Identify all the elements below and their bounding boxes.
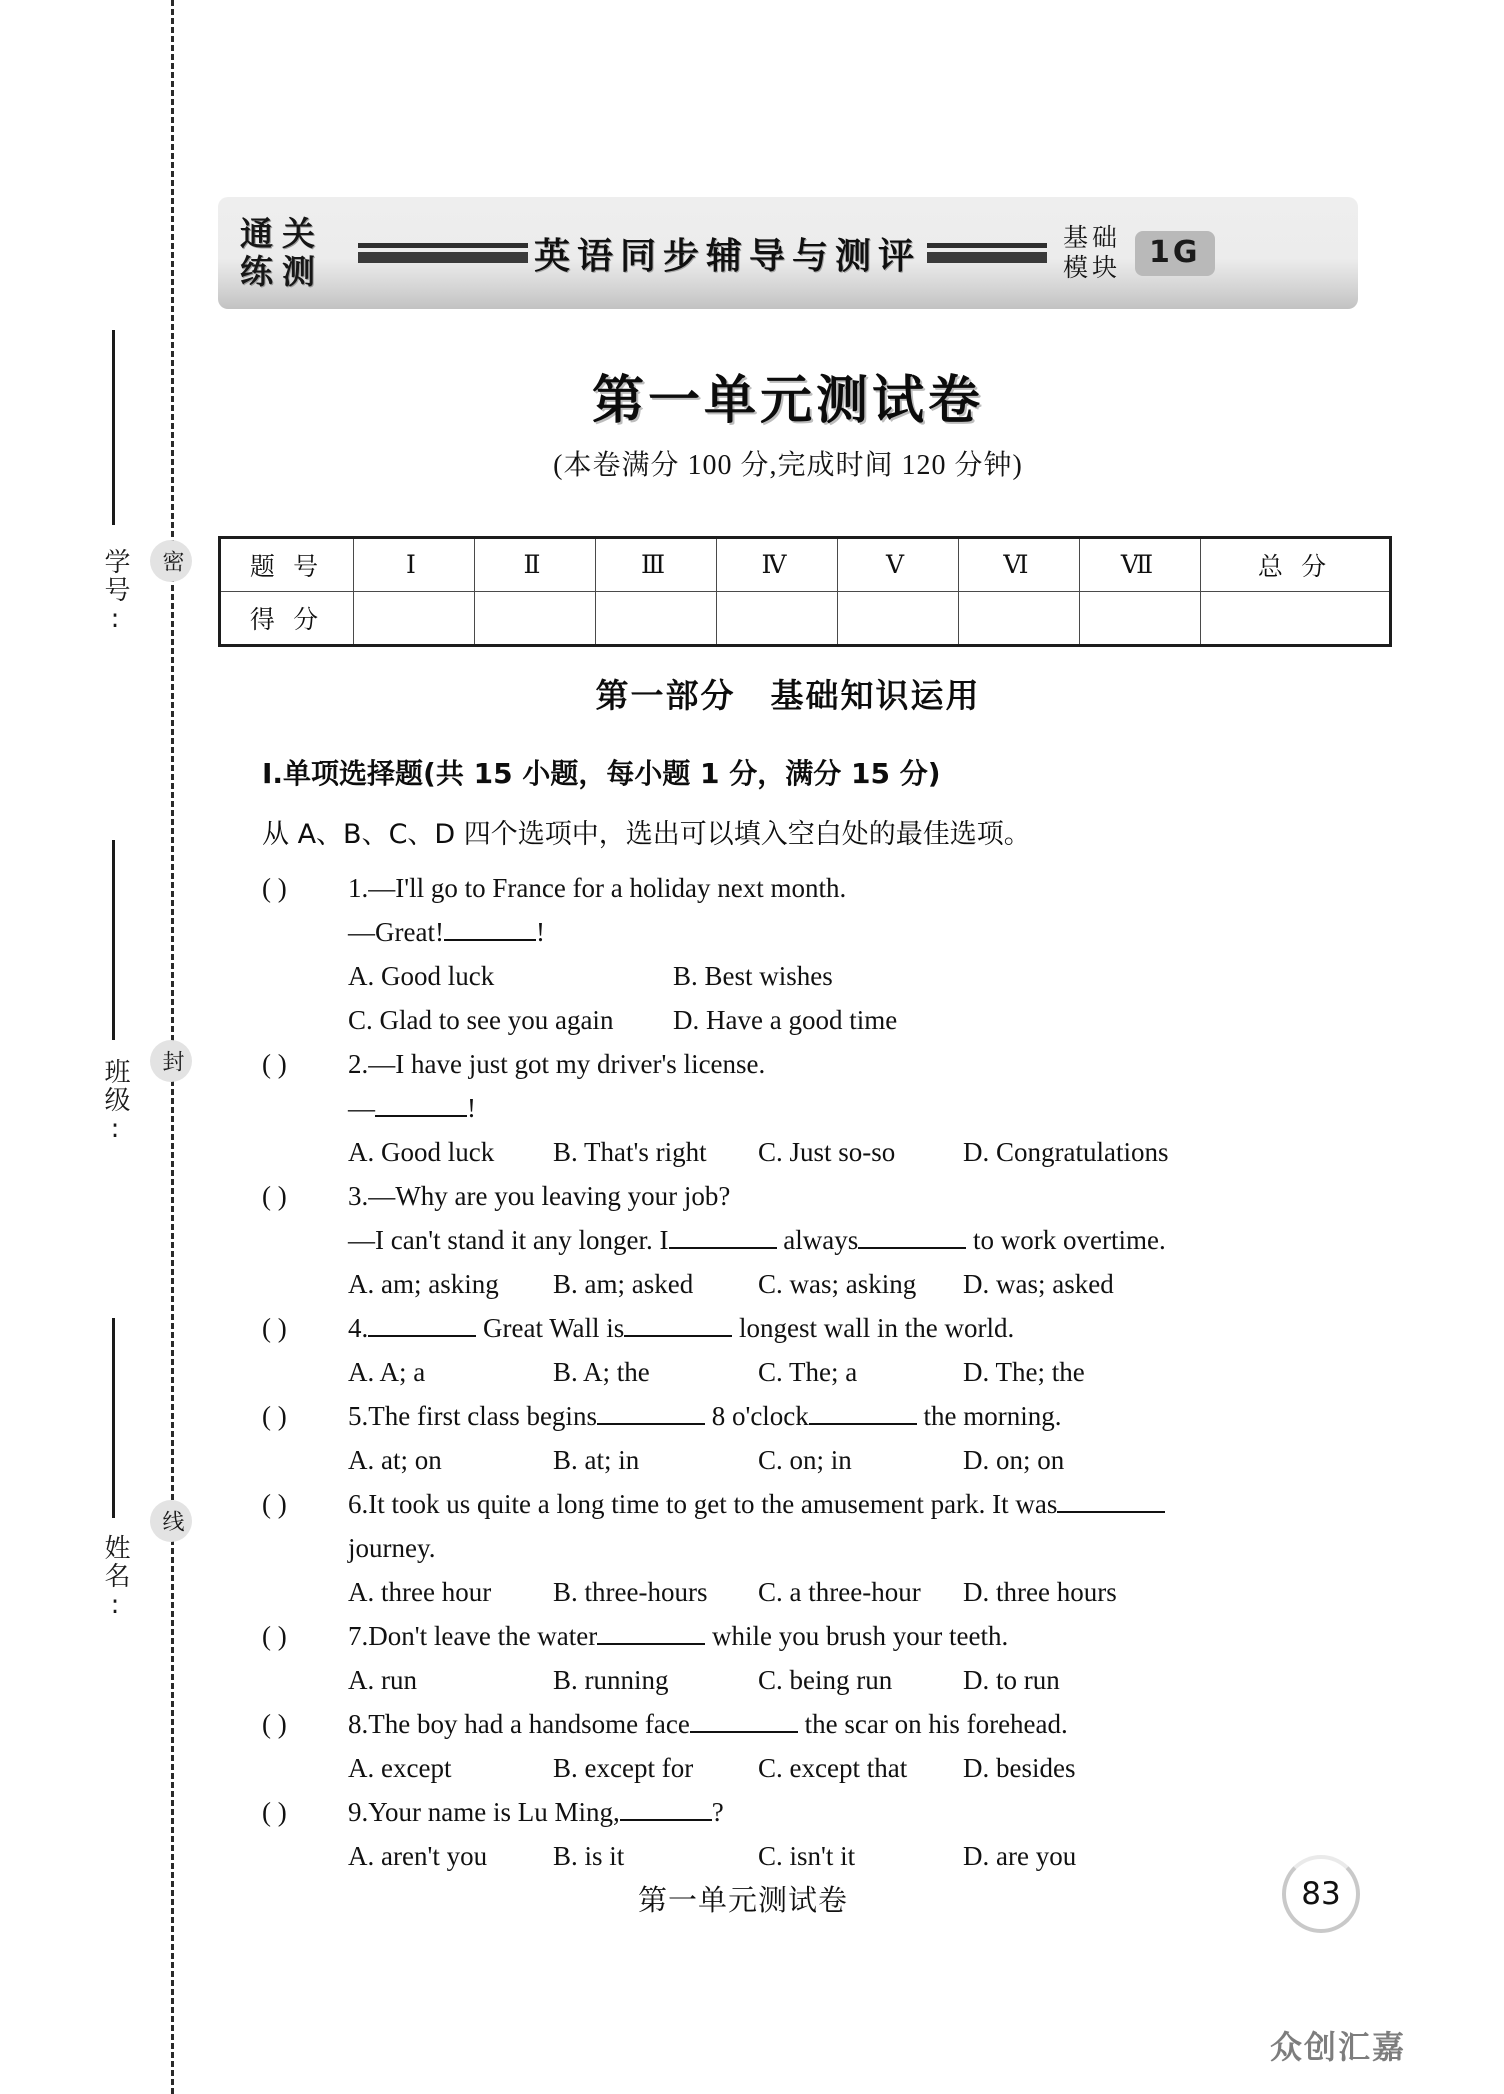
question-6-option-d[interactable]: D. three hours (963, 1577, 1117, 1607)
question-7-option-b[interactable]: B. running (553, 1665, 669, 1695)
question-stem-5-mid: 8 o'clock (711, 1401, 809, 1431)
question-7-option-c[interactable]: C. being run (758, 1665, 893, 1695)
question-3-option-c[interactable]: C. was; asking (758, 1269, 917, 1299)
question-8-option-a[interactable]: A. except (348, 1753, 452, 1783)
question-blank-4b[interactable] (624, 1335, 732, 1337)
score-cell-3[interactable] (596, 592, 717, 646)
question-blank-5b[interactable] (809, 1423, 917, 1425)
question-3-option-d[interactable]: D. was; asked (963, 1269, 1114, 1299)
question-3-option-b[interactable]: B. am; asked (553, 1269, 694, 1299)
question-blank-3b[interactable] (858, 1247, 966, 1249)
score-cell-1[interactable] (354, 592, 475, 646)
answer-bracket-3[interactable]: ( ) (262, 1181, 287, 1211)
question-stem-3-mid: always (783, 1225, 859, 1255)
question-4-option-b[interactable]: B. A; the (553, 1357, 650, 1387)
question-6-option-b[interactable]: B. three-hours (553, 1577, 708, 1607)
question-stem-1: —I'll go to France for a holiday next month. (368, 873, 847, 903)
question-number-6: 6. (348, 1489, 369, 1519)
banner-rule-right (927, 243, 1047, 263)
score-table-row-label-2: 得 分 (220, 592, 354, 646)
question-stem-2-pre: — (348, 1093, 375, 1123)
score-cell-total[interactable] (1201, 592, 1391, 646)
brand-logo-line2: 练测 (240, 252, 324, 291)
question-stem-4-mid: Great Wall is (483, 1313, 625, 1343)
answer-bracket-6[interactable]: ( ) (262, 1489, 287, 1519)
question-3 (262, 1174, 1372, 1306)
question-stem-9-post: ? (711, 1797, 724, 1827)
question-stem-7-post: while you brush your teeth. (712, 1621, 1009, 1651)
question-stem-3: —Why are you leaving your job? (368, 1181, 731, 1211)
answer-bracket-2[interactable]: ( ) (262, 1049, 287, 1079)
question-number-4: 4. (348, 1313, 369, 1343)
question-2-option-b[interactable]: B. That's right (553, 1137, 707, 1167)
margin-rule-1 (112, 330, 115, 525)
score-table-col-3: Ⅲ (596, 538, 717, 592)
footer-title: 第一单元测试卷 (638, 1883, 849, 1917)
question-6-option-a[interactable]: A. three hour (348, 1577, 492, 1607)
question-blank-5a[interactable] (597, 1423, 705, 1425)
question-list (262, 866, 1372, 1878)
question-6-option-c[interactable]: C. a three-hour (758, 1577, 921, 1607)
score-cell-2[interactable] (475, 592, 596, 646)
question-number-2: 2. (348, 1049, 369, 1079)
question-7-option-d[interactable]: D. to run (963, 1665, 1060, 1695)
watermark: 众创汇嘉 (1270, 2028, 1407, 2066)
question-1-option-b[interactable]: B. Best wishes (673, 961, 833, 991)
score-table-col-2: Ⅱ (475, 538, 596, 592)
score-cell-6[interactable] (959, 592, 1080, 646)
question-stem-8-post: the scar on his forehead. (804, 1709, 1068, 1739)
directions-text: 从 A、B、C、D 四个选项中，选出可以填入空白处的最佳选项。 (262, 819, 1031, 850)
score-cell-5[interactable] (838, 592, 959, 646)
question-number-9: 9. (348, 1797, 369, 1827)
page-subtitle: (本卷满分 100 分,完成时间 120 分钟) (553, 450, 1023, 481)
question-7 (262, 1614, 1372, 1702)
question-number-8: 8. (348, 1709, 369, 1739)
question-2-option-a[interactable]: A. Good luck (348, 1137, 495, 1167)
margin-label-class: 班级: (100, 1058, 130, 1146)
margin-rule-3 (112, 1318, 115, 1518)
banner-badge: 1G (1135, 231, 1215, 276)
question-stem-3-pre: —I can't stand it any longer. I (348, 1225, 669, 1255)
question-4-option-a[interactable]: A. A; a (348, 1357, 426, 1387)
question-blank-9[interactable] (620, 1819, 712, 1821)
question-stem-2-post: ! (467, 1093, 476, 1123)
question-number-5: 5. (348, 1401, 369, 1431)
answer-bracket-7[interactable]: ( ) (262, 1621, 287, 1651)
question-4-option-d[interactable]: D. The; the (963, 1357, 1085, 1387)
question-9-option-a[interactable]: A. aren't you (348, 1841, 488, 1871)
question-5-option-d[interactable]: D. on; on (963, 1445, 1065, 1475)
question-stem-1-pre: —Great! (348, 917, 444, 947)
banner-module (1063, 223, 1121, 283)
question-blank-7[interactable] (597, 1643, 705, 1645)
question-8-option-d[interactable]: D. besides (963, 1753, 1076, 1783)
question-number-3: 3. (348, 1181, 369, 1211)
question-9-option-b[interactable]: B. is it (553, 1841, 625, 1871)
answer-bracket-9[interactable]: ( ) (262, 1797, 287, 1827)
question-number-1: 1. (348, 873, 369, 903)
question-5 (262, 1394, 1372, 1482)
answer-bracket-1[interactable]: ( ) (262, 873, 287, 903)
question-5-option-b[interactable]: B. at; in (553, 1445, 640, 1475)
question-5-option-a[interactable]: A. at; on (348, 1445, 442, 1475)
answer-bracket-4[interactable]: ( ) (262, 1313, 287, 1343)
page-number: 83 (1282, 1855, 1360, 1933)
question-stem-3-post: to work overtime. (973, 1225, 1166, 1255)
question-8 (262, 1702, 1372, 1790)
question-blank-8[interactable] (690, 1731, 798, 1733)
section-heading: Ⅰ.单项选择题(共 15 小题，每小题 1 分，满分 15 分) (262, 757, 941, 790)
brand-logo-line1: 通关 (240, 214, 324, 253)
question-2-option-d[interactable]: D. Congratulations (963, 1137, 1169, 1167)
answer-bracket-5[interactable]: ( ) (262, 1401, 287, 1431)
score-table-col-4: Ⅳ (717, 538, 838, 592)
question-stem-5-pre: The first class begins (368, 1401, 597, 1431)
question-stem-8-pre: The boy had a handsome face (368, 1709, 690, 1739)
question-stem-5-post: the morning. (923, 1401, 1062, 1431)
question-5-option-c[interactable]: C. on; in (758, 1445, 852, 1475)
margin-label-student-id: 学号: (100, 548, 130, 636)
question-1 (262, 866, 1372, 1042)
question-2 (262, 1042, 1372, 1174)
score-cell-7[interactable] (1080, 592, 1201, 646)
question-number-7: 7. (348, 1621, 369, 1651)
question-4 (262, 1306, 1372, 1394)
question-stem-6-cont-wrap (262, 1526, 1372, 1570)
page-title: 第一单元测试卷 (591, 371, 984, 431)
question-stem-9-pre: Your name is Lu Ming, (368, 1797, 620, 1827)
margin-rule-2 (112, 840, 115, 1040)
question-7-option-a[interactable]: A. run (348, 1665, 417, 1695)
header-banner (218, 197, 1358, 309)
banner-module-line1: 基础 (1063, 223, 1122, 252)
score-table-row-label-1: 题 号 (220, 538, 354, 592)
question-stem-1-post: ! (535, 917, 545, 947)
banner-title: 英语同步辅导与测评 (534, 235, 922, 277)
score-table (218, 536, 1392, 647)
question-2-option-c[interactable]: C. Just so-so (758, 1137, 896, 1167)
brand-logo (240, 215, 352, 291)
banner-rule-left (358, 243, 528, 263)
table-row-scores (220, 592, 1391, 646)
score-table-col-5: Ⅴ (838, 538, 959, 592)
question-9-option-d[interactable]: D. are you (963, 1841, 1077, 1871)
margin-label-name: 姓名: (100, 1534, 130, 1622)
question-blank-2[interactable] (375, 1115, 467, 1117)
question-9-option-c[interactable]: C. isn't it (758, 1841, 856, 1871)
question-blank-6[interactable] (1057, 1511, 1165, 1513)
question-stem-2: —I have just got my driver's license. (368, 1049, 766, 1079)
score-table-col-7: Ⅶ (1080, 538, 1201, 592)
question-stem-4-post: longest wall in the world. (739, 1313, 1015, 1343)
question-stem-6-cont: journey. (348, 1533, 436, 1563)
banner-module-line2: 模块 (1063, 253, 1122, 282)
score-cell-4[interactable] (717, 592, 838, 646)
question-blank-1[interactable] (444, 939, 536, 941)
question-4-option-c[interactable]: C. The; a (758, 1357, 858, 1387)
question-stem-7-pre: Don't leave the water (368, 1621, 598, 1651)
question-8-option-b[interactable]: B. except for (553, 1753, 694, 1783)
question-3-option-a[interactable]: A. am; asking (348, 1269, 499, 1299)
question-blank-4a[interactable] (368, 1335, 476, 1337)
score-table-col-total: 总 分 (1201, 538, 1391, 592)
answer-bracket-8[interactable]: ( ) (262, 1709, 287, 1739)
seal-marker-feng: 封 (150, 1040, 192, 1082)
question-blank-3a[interactable] (669, 1247, 777, 1249)
score-table-col-6: Ⅵ (959, 538, 1080, 592)
seal-marker-xian: 线 (150, 1500, 192, 1542)
part-heading: 第一部分 基础知识运用 (595, 676, 981, 715)
table-row-header (220, 538, 1391, 592)
question-6 (262, 1482, 1372, 1614)
question-1-option-a[interactable]: A. Good luck (348, 961, 495, 991)
question-1-option-c[interactable]: C. Glad to see you again (348, 1005, 614, 1035)
question-stem-6-pre: It took us quite a long time to get to the amusement park. It was (368, 1489, 1058, 1519)
seal-marker-mi: 密 (150, 540, 192, 582)
question-9 (262, 1790, 1372, 1878)
score-table-col-1: Ⅰ (354, 538, 475, 592)
question-1-option-d[interactable]: D. Have a good time (673, 1005, 898, 1035)
question-8-option-c[interactable]: C. except that (758, 1753, 908, 1783)
